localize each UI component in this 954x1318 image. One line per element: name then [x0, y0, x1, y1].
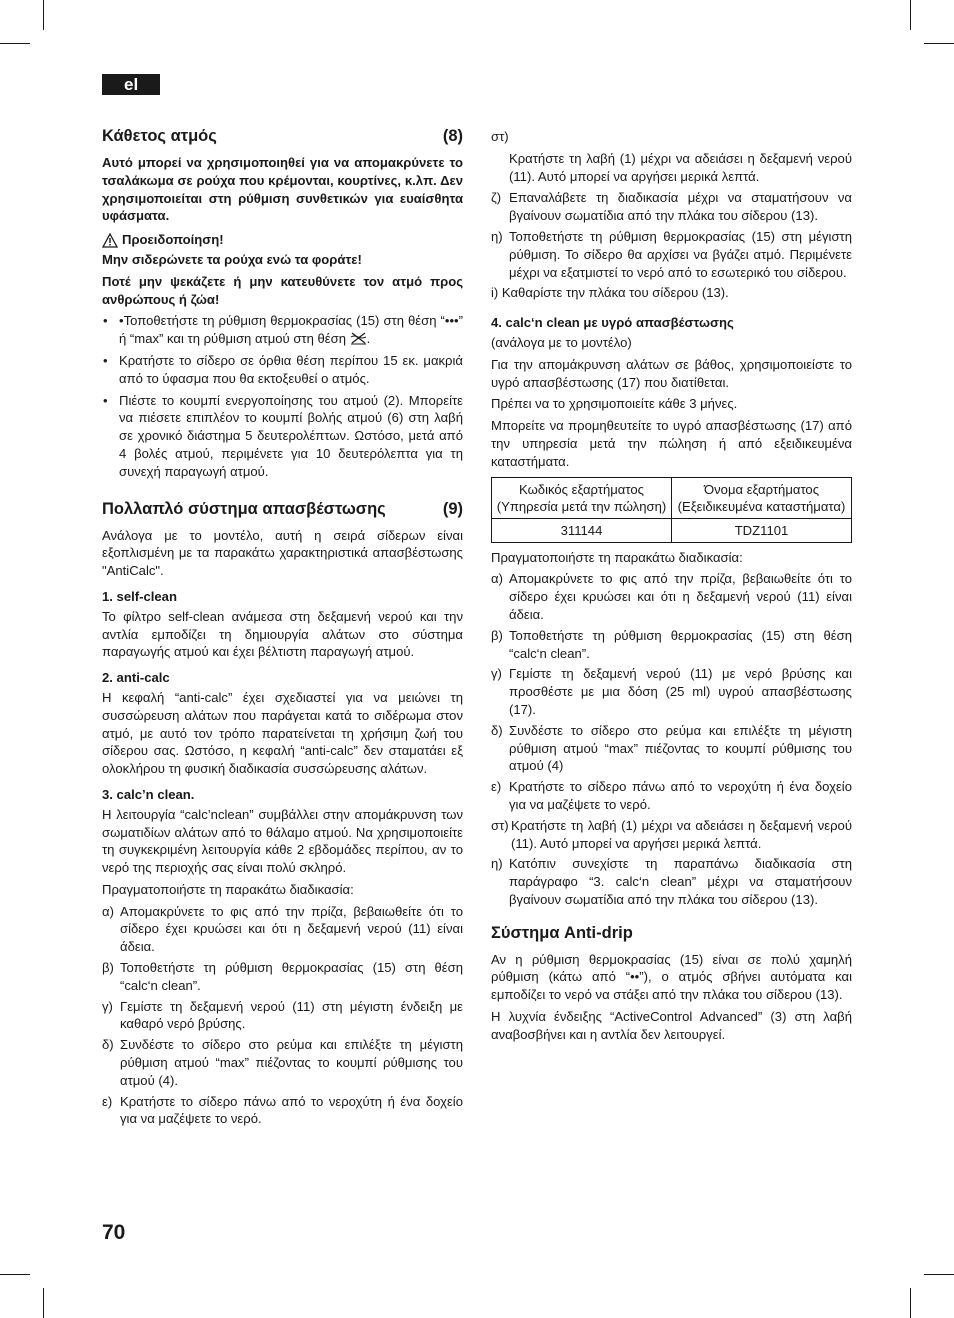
part-code-value: 311144 — [492, 518, 672, 542]
list-item — [102, 998, 463, 1034]
calc-n-clean-heading: 3. calc’n clean. — [102, 786, 195, 802]
model-note: (ανάλογα με το μοντέλο) — [491, 334, 632, 350]
anti-drip-heading — [491, 923, 852, 943]
step-text: Συνδέστε το σίδερο στο ρεύμα και επιλέξτε τη μέγιστη ρύθμιση ατμού “max” πιέζοντας το κουμπί ρύθμισης του ατμού (4). — [120, 1037, 463, 1088]
step-text: Κατόπιν συνεχίστε τη παραπάνω διαδικασία στη παράγραφο “3. calc‘n clean” μέχρι να σταματήσουν βγαίνουν σωματίδια από την πλάκα του σίδερου (13). — [509, 856, 852, 907]
anticalc-intro: Ανάλογα με το μοντέλο, αυτή η σειρά σίδερων είναι εξοπλισμένη με τα παρακάτω χαρακτηριστικά απασβέστωσης "AntiCalc". — [102, 527, 463, 579]
self-clean-heading: 1. self-clean — [102, 588, 177, 604]
step-st-text: Κρατήστε τη λαβή (1) μέχρι να αδειάσει η δεξαμενή νερού (11). Αυτό μπορεί να αργήσει μερικά λεπτά. — [509, 150, 852, 184]
anti-drip-title: Σύστημα Anti-drip — [491, 923, 633, 942]
descaler-text-3: Μπορείτε να προμηθευτείτε το υγρό απασβέστωσης (17) από την υπηρεσία μετά την πώληση ή από εξειδικευμένα καταστήματα. — [491, 418, 852, 469]
step-marker: δ) — [491, 722, 503, 738]
calc-n-clean-text: Η λειτουργία “calc’nclean” συμβάλλει στην απομάκρυνση των σωματιδίων αλάτων από το θάλαμο ατμού. Να χρησιμοποιείτε τη συγκεκριμένη λειτουργία κάθε 2 εβδομάδες περίπου, αν το νερό της περιοχής σας είναι πολύ σκληρό. — [102, 806, 463, 876]
bullet-text-end: . — [366, 331, 371, 347]
step-marker: η) — [491, 856, 503, 872]
page-number: 70 — [102, 1221, 126, 1244]
list-item — [102, 903, 463, 956]
step-marker: δ) — [102, 1037, 114, 1053]
vertical-steam-number: (8) — [442, 127, 463, 145]
step-marker: στ) — [491, 817, 509, 833]
table-row — [492, 518, 852, 542]
part-name-header: Όνομα εξαρτήματος (Εξειδικευμένα καταστήματα) — [672, 477, 852, 518]
list-item: • Πιέστε το κουμπί ενεργοποίησης του ατμού (2). Μπορείτε να πιέσετε επιπλέον το κουμπί βολής ατμού (6) στη λαβή σε χρονικό διάστημα 5 δευτερολέπτων. Ωστόσο, μετά από 4 βολές ατμού, περιμένετε για 10 δευτερόλεπτα για τη συνεχή παραγωγή ατμού. — [102, 392, 463, 481]
anti-calc-heading: 2. anti-calc — [102, 670, 170, 686]
step-marker: γ) — [491, 666, 502, 682]
steam-setting-icon — [350, 331, 367, 345]
left-column — [102, 126, 463, 1131]
crop-mark — [0, 1274, 30, 1275]
bullet-text: •Τοποθετήστε τη ρύθμιση θερμοκρασίας (15) στη θέση “•••” ή “max” και τη ρύθμιση ατμού στη θέση — [119, 313, 463, 347]
step-text: Τοποθετήστε τη ρύθμιση θερμοκρασίας (15) στη θέση “calc‘n clean”. — [120, 960, 463, 993]
warning-label: Προειδοποίηση! — [122, 232, 224, 248]
warning-heading — [102, 231, 463, 249]
descaler-text-2: Πρέπει να το χρησιμοποιείτε κάθε 3 μήνες. — [491, 396, 738, 412]
crop-mark — [0, 43, 30, 44]
anticalc-title: Πολλαπλό σύστημα απασβέστωσης — [102, 499, 386, 518]
descaler-text-1: Για την απομάκρυνση αλάτων σε βάθος, χρησιμοποιείστε το υγρό απασβέστωσης (17) που διατίθεται. — [491, 356, 852, 390]
anticalc-number: (9) — [442, 499, 463, 518]
vertical-steam-heading — [102, 126, 463, 146]
warning-text-1: Μην σιδερώνετε τα ρούχα ενώ τα φοράτε! — [102, 251, 362, 267]
list-item: • Κρατήστε το σίδερο σε όρθια θέση περίπου 15 εκ. μακριά από το ύφασμα που θα εκτοξευθεί ο ατμός. — [102, 352, 463, 388]
vertical-steam-title: Κάθετος ατμός — [102, 127, 217, 145]
part-code-header: Κωδικός εξαρτήματος — [519, 481, 644, 497]
step-text: Κρατήστε τη λαβή (1) μέχρι να αδειάσει η δεξαμενή νερού (11). Αυτό μπορεί να αργήσει μερικά λεπτά. — [511, 817, 852, 851]
crop-mark — [43, 1288, 44, 1318]
list-item — [491, 627, 852, 663]
step-text: Γεμίστε τη δεξαμενή νερού (11) στη μέγιστη ένδειξη με καθαρό νερό βρύσης. — [120, 998, 463, 1032]
calc-n-clean-steps-cont — [491, 189, 852, 281]
step-text: Απομακρύνετε το φις από την πρίζα, βεβαιωθείτε ότι το σίδερο έχει κρυώσει και ότι η δεξαμενή νερού (11) είναι άδεια. — [120, 903, 463, 955]
step-text: Επαναλάβετε τη διαδικασία μέχρι να σταματήσουν να βγαίνουν σωματίδια από την πλάκα του σίδερου (13). — [509, 190, 852, 224]
right-column — [491, 128, 852, 1048]
step-st-label: στ) — [491, 129, 509, 144]
step-marker: β) — [491, 627, 503, 643]
list-item — [491, 855, 852, 908]
descaler-steps — [491, 570, 852, 908]
crop-mark — [910, 1288, 911, 1318]
step-marker: β) — [102, 960, 114, 976]
calc-n-clean-steps — [102, 903, 463, 1129]
list-item — [491, 817, 852, 853]
step-text: Απομακρύνετε το φις από την πρίζα, βεβαιωθείτε ότι το σίδερο έχει κρυώσει και ότι η δεξαμενή νερού (11) είναι άδεια. — [509, 571, 852, 622]
list-item — [491, 778, 852, 814]
warning-text-2: Ποτέ μην ψεκάζετε ή μην κατευθύνετε τον ατμό προς ανθρώπους ή ζώα! — [102, 273, 463, 307]
step-marker: η) — [491, 228, 503, 244]
step-marker: α) — [491, 571, 503, 587]
table-header-cell — [492, 477, 672, 518]
table-row — [492, 477, 852, 518]
self-clean-text: Το φίλτρο self-clean ανάμεσα στη δεξαμενή νερού και την αντλία εμποδίζει τη δημιουργία αλάτων στο σύστημα παραγωγής ατμού και έχει βέλτιστη παραγωγή ατμού. — [102, 608, 463, 660]
anti-drip-text-2: Η λυχνία ένδειξης “ActiveControl Advanced” (3) στη λαβή αναβοσβήνει και η αντλία δεν λειτουργεί. — [491, 1009, 852, 1042]
step-text: Κρατήστε το σίδερο πάνω από το νεροχύτη ή ένα δοχείο για να μαζέψετε το νερό. — [509, 779, 852, 812]
list-item — [102, 312, 463, 348]
list-item — [102, 1036, 463, 1089]
warning-triangle-icon — [102, 233, 118, 248]
list-item — [102, 959, 463, 995]
list-item — [491, 228, 852, 281]
list-item — [102, 1093, 463, 1129]
procedure-intro: Πραγματοποιήστε τη παρακάτω διαδικασία: — [102, 881, 354, 897]
step-marker: ζ) — [491, 190, 502, 206]
step-text: Κρατήστε το σίδερο πάνω από το νεροχύτη ή ένα δοχείο για να μαζέψετε το νερό. — [120, 1093, 463, 1127]
anticalc-heading — [102, 499, 463, 519]
crop-mark — [910, 0, 911, 30]
step-text: Τοποθετήστε τη ρύθμιση θερμοκρασίας (15) στη θέση “calc‘n clean”. — [509, 627, 852, 661]
crop-mark — [924, 43, 954, 44]
part-code-subheader: (Υπηρεσία μετά την πώληση) — [496, 498, 667, 514]
part-name-value: TDZ1101 — [672, 518, 852, 542]
liquid-descaler-heading: 4. calc‘n clean με υγρό απασβέστωσης — [491, 315, 734, 331]
anti-drip-text-1: Αν η ρύθμιση θερμοκρασίας (15) είναι σε πολύ χαμηλή ρύθμιση (κάτω από “••”), ο ατμός σβήνει αυτόματα και εμποδίζει το νερό να στάξει από την πλάκα του σίδερου (13). — [491, 951, 852, 1003]
language-tab: el — [102, 74, 160, 95]
anti-calc-text: Η κεφαλή “anti-calc” έχει σχεδιαστεί για να μειώνει τη συσσώρευση αλάτων που παράγεται κατά το σιδέρωμα στον ατμό, με αυτό τον τρόπο παρατείνεται τη χρήσιμη ζωή του σίδερου σας. Ωστόσο, η κεφαλή “anti-calc” δεν σταματάει εξ ολοκλήρου τη φυσική διαδικασία συσσώρευσης αλάτων. — [102, 689, 463, 777]
step-text: Συνδέστε το σίδερο στο ρεύμα και επιλέξτε τη μέγιστη ρύθμιση ατμού “max” πιέζοντας το κουμπί ρύθμισης του ατμού (4) — [509, 722, 852, 774]
step-marker: α) — [102, 903, 114, 919]
crop-mark — [924, 1274, 954, 1275]
anticalc-section — [102, 499, 463, 1129]
step-marker: γ) — [102, 998, 113, 1014]
vertical-steam-intro: Αυτό μπορεί να χρησιμοποιηθεί για να απομακρύνετε το τσαλάκωμα σε ρούχα που κρέμονται, κουρτίνες, κ.λπ. Δεν χρησιμοποιείται στη ρύθμιση συνθετικών για ευαίσθητα υφάσματα. — [102, 155, 463, 224]
list-item — [491, 570, 852, 623]
step-text: Τοποθετήστε τη ρύθμιση θερμοκρασίας (15) στη μέγιστη ρύθμιση. Το σίδερο θα αρχίσει να βγάζει ατμό. Περιμένετε μέχρι να εξατμιστεί το νερό από το εσωτερικό του σίδερου. — [509, 228, 852, 280]
parts-table — [491, 477, 852, 543]
step-marker: ε) — [102, 1093, 113, 1109]
list-item — [491, 722, 852, 775]
step-text: Γεμίστε τη δεξαμενή νερού (11) με νερό βρύσης και προσθέστε με μια δόση (25 ml) υγρού απασβέστωσης (17). — [509, 666, 852, 717]
list-item — [491, 189, 852, 225]
crop-mark — [43, 0, 44, 30]
step-marker: ε) — [491, 779, 502, 795]
procedure-intro: Πραγματοποιήστε τη παρακάτω διαδικασία: — [491, 549, 743, 565]
list-item — [491, 665, 852, 718]
step-i-text: i) Καθαρίστε την πλάκα του σίδερου (13). — [491, 285, 729, 301]
vertical-steam-bullets — [102, 312, 463, 480]
